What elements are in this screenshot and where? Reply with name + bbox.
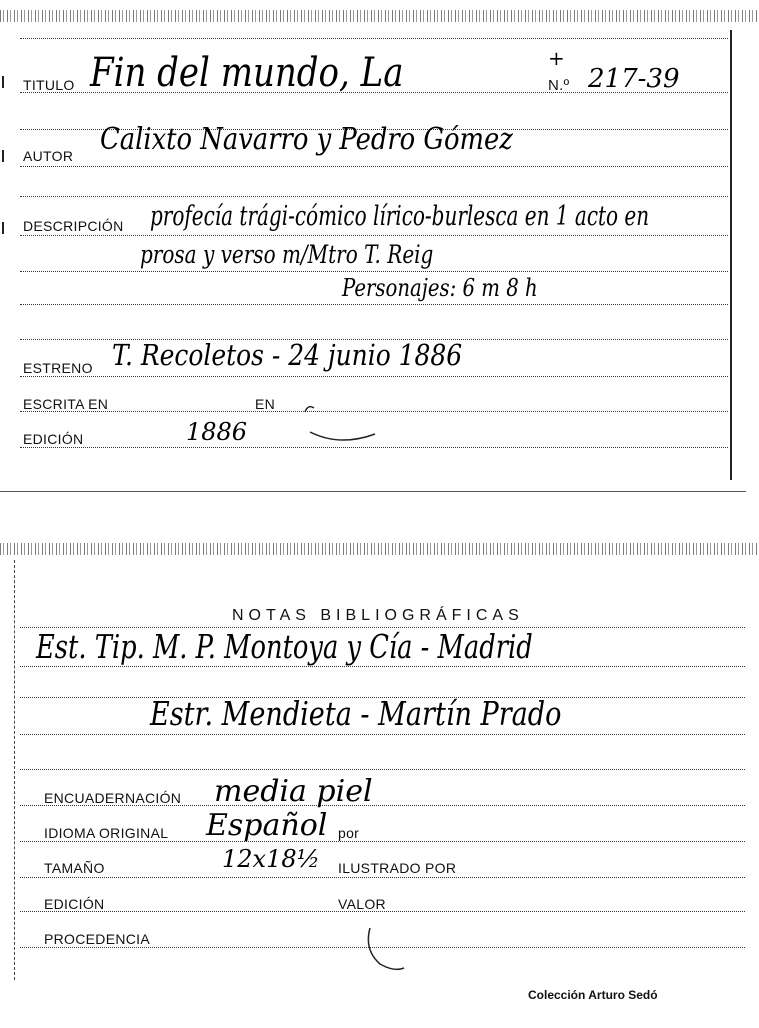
- stamp-smudge: [360, 920, 440, 980]
- descripcion-line1: profecía trági-cómico lírico-burlesca en 1 acto en: [150, 201, 650, 232]
- por-label: por: [338, 825, 360, 841]
- valor-label: VALOR: [338, 896, 386, 912]
- procedencia-label: PROCEDENCIA: [44, 931, 150, 947]
- idioma-value: Español: [206, 808, 328, 843]
- ruled-line: [20, 841, 745, 842]
- ruled-line: [20, 376, 728, 377]
- margin-tick: [2, 222, 4, 234]
- descripcion-line2: prosa y verso m/Mtro T. Reig: [140, 240, 434, 269]
- edicion-label: EDICIÓN: [23, 431, 84, 447]
- numero-value: 217-39: [588, 64, 680, 94]
- titulo-label: TITULO: [23, 77, 75, 93]
- collection-credit: Colección Arturo Sedó: [528, 988, 658, 1002]
- ruled-line: [20, 769, 745, 770]
- numero-label: N.º: [548, 77, 570, 94]
- autor-value: Calixto Navarro y Pedro Gómez: [100, 122, 513, 157]
- numero-mark: +: [548, 46, 565, 70]
- card-top-speckled-edge: [0, 10, 759, 22]
- ruled-line: [20, 666, 745, 667]
- tamano-value: 12x18½: [222, 845, 320, 873]
- ruled-line: [20, 235, 728, 236]
- tamano-label: TAMAÑO: [44, 860, 105, 876]
- ruled-line: [20, 271, 728, 272]
- descripcion-line3: Personajes: 6 m 8 h: [342, 274, 538, 302]
- estreno-value: T. Recoletos - 24 junio 1886: [112, 338, 463, 372]
- titulo-value: Fin del mundo, La: [90, 50, 404, 96]
- autor-label: AUTOR: [23, 148, 74, 164]
- idioma-label: IDIOMA ORIGINAL: [44, 825, 169, 841]
- ruled-line: [20, 38, 728, 39]
- ruled-line: [20, 734, 745, 735]
- margin-tick: [2, 76, 4, 88]
- encuadernacion-label: ENCUADERNACIÓN: [44, 790, 182, 806]
- notas-heading: NOTAS BIBLIOGRÁFICAS: [232, 607, 524, 624]
- en-label: EN: [255, 396, 276, 412]
- ilustrado-label: ILUSTRADO POR: [338, 860, 457, 876]
- edicion-bottom-label: EDICIÓN: [44, 896, 105, 912]
- ruled-line: [20, 304, 728, 305]
- ruled-line: [20, 877, 745, 878]
- ruled-line: [20, 196, 728, 197]
- card-separator: [0, 491, 746, 492]
- card-bottom-speckled-edge: [0, 543, 759, 555]
- encuadernacion-value: media piel: [214, 774, 373, 809]
- ruled-line: [20, 166, 728, 167]
- notes-line1: Est. Tip. M. P. Montoya y Cía - Madrid: [36, 627, 533, 666]
- descripcion-label: DESCRIPCIÓN: [23, 218, 124, 234]
- escrita-label: ESCRITA EN: [23, 396, 109, 412]
- edicion-value: 1886: [186, 418, 248, 446]
- margin-tick: [2, 150, 4, 162]
- notes-line2: Estr. Mendieta - Martín Prado: [150, 694, 562, 733]
- stamp-smudge: [290, 392, 410, 452]
- estreno-label: ESTRENO: [23, 360, 93, 376]
